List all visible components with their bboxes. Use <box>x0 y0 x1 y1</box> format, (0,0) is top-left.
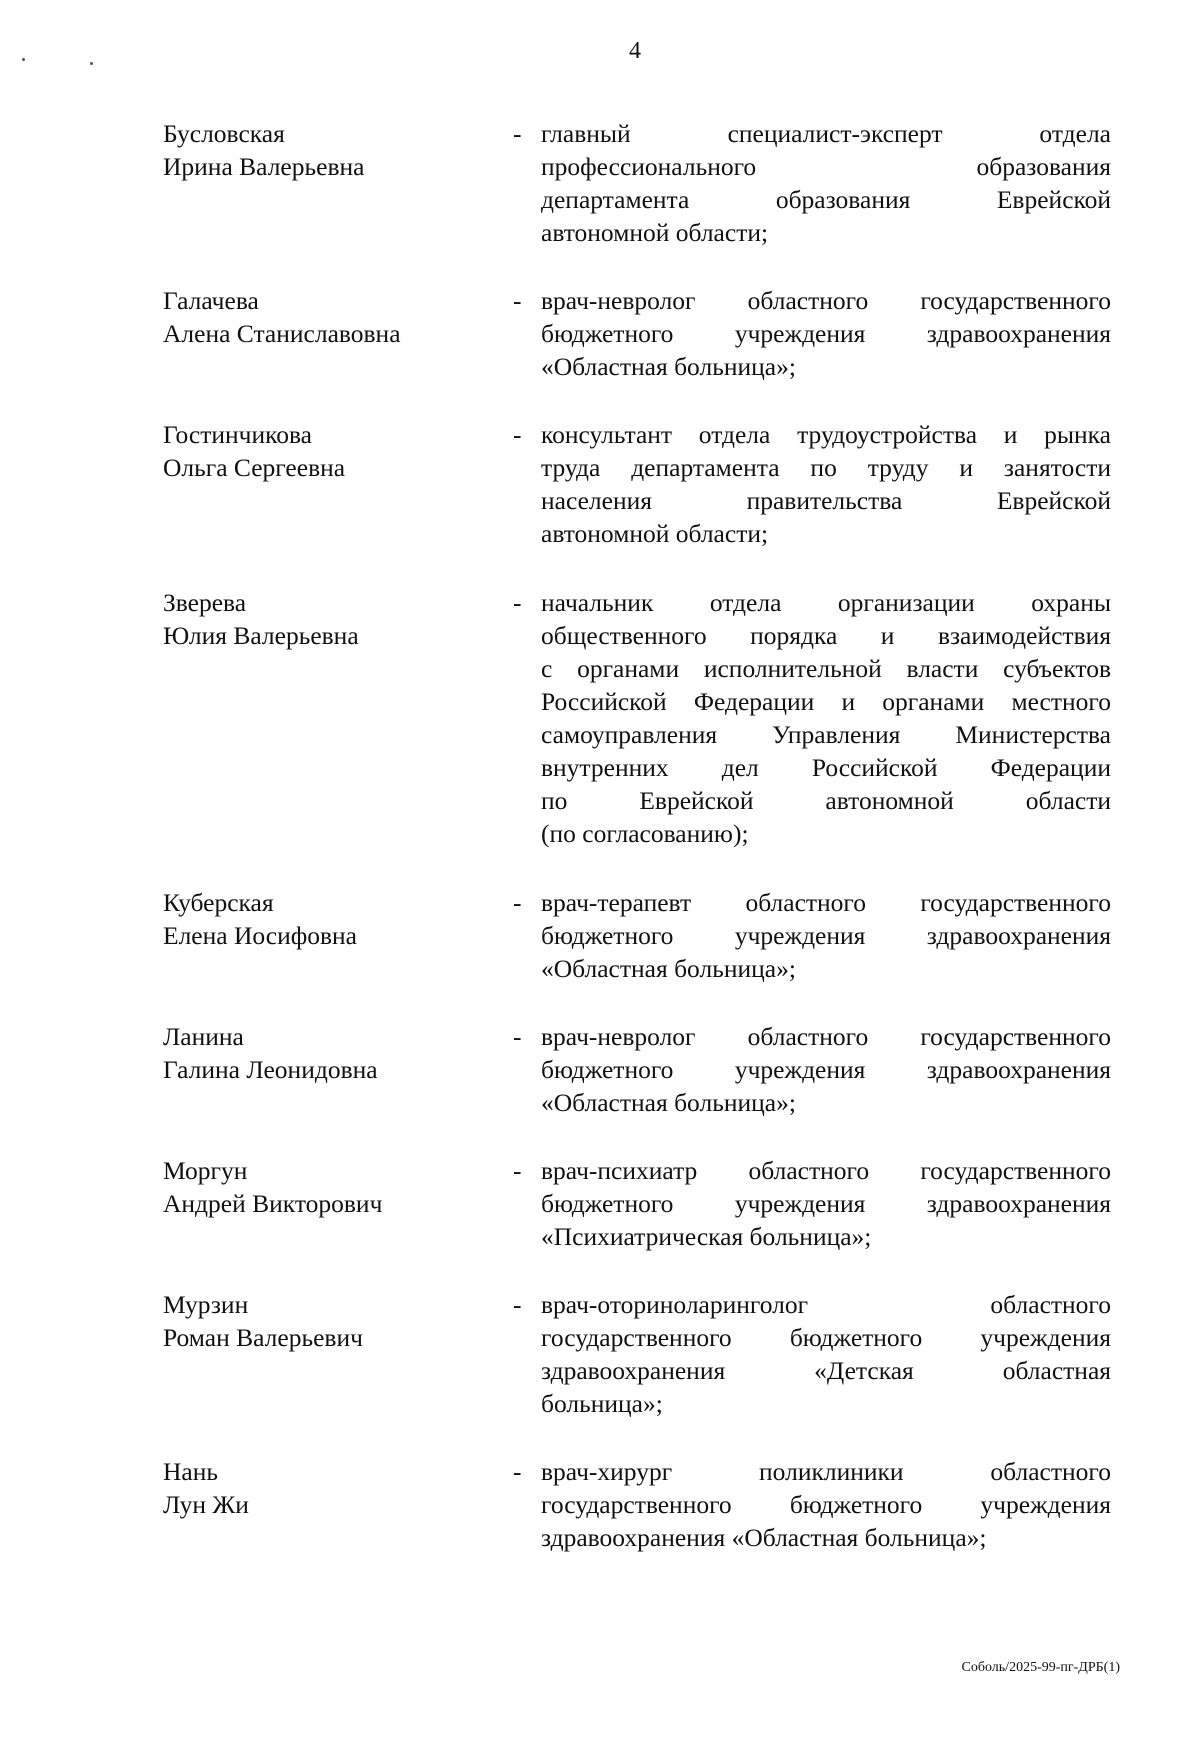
position-line: государственного бюджетного учреждения <box>541 1323 1111 1352</box>
position-line: самоуправления Управления Министерства <box>541 720 1111 749</box>
position-line: профессионального образования <box>541 152 1111 181</box>
position-line: бюджетного учреждения здравоохранения <box>541 921 1111 950</box>
member-entry <box>163 1455 1113 1554</box>
member-name <box>163 886 513 985</box>
position-line: по Еврейской автономной области <box>541 786 1111 815</box>
member-surname: Гостинчикова <box>163 420 312 449</box>
position-line: департамента образования Еврейской <box>541 185 1111 214</box>
position-line: врач-невролог областного государственного <box>541 286 1111 315</box>
member-name <box>163 418 513 550</box>
position-line: главный специалист-эксперт отдела <box>541 119 1111 148</box>
entry-dash: - <box>513 1022 522 1051</box>
position-line: с органами исполнительной власти субъектов <box>541 654 1111 683</box>
member-position <box>541 117 1111 249</box>
position-line: «Областная больница»; <box>541 352 796 381</box>
member-surname: Мурзин <box>163 1290 249 1319</box>
position-line: врач-терапевт областного государственного <box>541 888 1111 917</box>
position-line: врач-хирург поликлиники областного <box>541 1457 1111 1486</box>
member-surname: Ланина <box>163 1022 244 1051</box>
member-position <box>541 1288 1111 1420</box>
member-surname: Зверева <box>163 588 247 617</box>
member-name <box>163 1288 513 1420</box>
member-surname: Моргун <box>163 1156 248 1185</box>
entry-dash: - <box>513 588 522 617</box>
member-name <box>163 1020 513 1119</box>
entry-dash: - <box>513 1290 522 1319</box>
member-surname: Бусловская <box>163 119 285 148</box>
position-line: (по согласованию); <box>541 819 749 848</box>
entry-dash: - <box>513 286 522 315</box>
member-entry <box>163 1154 1113 1253</box>
entry-dash: - <box>513 888 522 917</box>
position-line: здравоохранения «Областная больница»; <box>541 1523 987 1552</box>
member-given-name: Ирина Валерьевна <box>163 152 365 181</box>
position-line: общественного порядка и взаимодействия <box>541 621 1111 650</box>
position-line: врач-психиатр областного государственного <box>541 1156 1111 1185</box>
member-position <box>541 586 1111 850</box>
member-given-name: Юлия Валерьевна <box>163 621 359 650</box>
member-name <box>163 284 513 383</box>
position-line: больница»; <box>541 1389 663 1418</box>
position-line: «Областная больница»; <box>541 1088 796 1117</box>
position-line: государственного бюджетного учреждения <box>541 1490 1111 1519</box>
member-given-name: Андрей Викторович <box>163 1189 383 1218</box>
member-entry <box>163 284 1113 383</box>
position-line: начальник отдела организации охраны <box>541 588 1111 617</box>
member-given-name: Елена Иосифовна <box>163 921 358 950</box>
position-line: автономной области; <box>541 218 769 247</box>
page-number: 4 <box>629 38 641 64</box>
entry-dash: - <box>513 119 522 148</box>
member-position <box>541 284 1111 383</box>
member-given-name: Ольга Сергеевна <box>163 453 346 482</box>
member-name <box>163 1154 513 1253</box>
member-name <box>163 117 513 249</box>
member-surname: Куберская <box>163 888 274 917</box>
position-line: населения правительства Еврейской <box>541 486 1111 515</box>
position-line: бюджетного учреждения здравоохранения <box>541 319 1111 348</box>
entry-dash: - <box>513 1457 522 1486</box>
position-line: консультант отдела трудоустройства и рынка <box>541 420 1111 449</box>
member-given-name: Роман Валерьевич <box>163 1323 363 1352</box>
position-line: здравоохранения «Детская областная <box>541 1356 1111 1385</box>
member-entry <box>163 117 1113 249</box>
position-line: «Психиатрическая больница»; <box>541 1222 872 1251</box>
entry-dash: - <box>513 1156 522 1185</box>
position-line: бюджетного учреждения здравоохранения <box>541 1055 1111 1084</box>
entry-dash: - <box>513 420 522 449</box>
document-code: Соболь/2025-99-пг-ДРБ(1) <box>961 1660 1120 1675</box>
position-line: внутренних дел Российской Федерации <box>541 753 1111 782</box>
member-entry <box>163 1288 1113 1420</box>
member-position <box>541 886 1111 985</box>
position-line: врач-оториноларинголог областного <box>541 1290 1111 1319</box>
member-name <box>163 586 513 850</box>
position-line: врач-невролог областного государственного <box>541 1022 1111 1051</box>
scan-speck <box>90 62 93 65</box>
member-surname: Нань <box>163 1457 219 1486</box>
member-position <box>541 1154 1111 1253</box>
position-line: Российской Федерации и органами местного <box>541 687 1111 716</box>
member-entry <box>163 886 1113 985</box>
member-position <box>541 418 1111 550</box>
position-line: автономной области; <box>541 519 769 548</box>
member-position <box>541 1455 1111 1554</box>
member-entry <box>163 586 1113 850</box>
member-name <box>163 1455 513 1554</box>
position-line: бюджетного учреждения здравоохранения <box>541 1189 1111 1218</box>
member-given-name: Галина Леонидовна <box>163 1055 378 1084</box>
scan-speck <box>22 58 25 61</box>
member-entry <box>163 1020 1113 1119</box>
member-entry <box>163 418 1113 550</box>
member-surname: Галачева <box>163 286 259 315</box>
position-line: труда департамента по труду и занятости <box>541 453 1111 482</box>
member-given-name: Лун Жи <box>163 1490 249 1519</box>
member-given-name: Алена Станиславовна <box>163 319 401 348</box>
position-line: «Областная больница»; <box>541 954 796 983</box>
member-position <box>541 1020 1111 1119</box>
